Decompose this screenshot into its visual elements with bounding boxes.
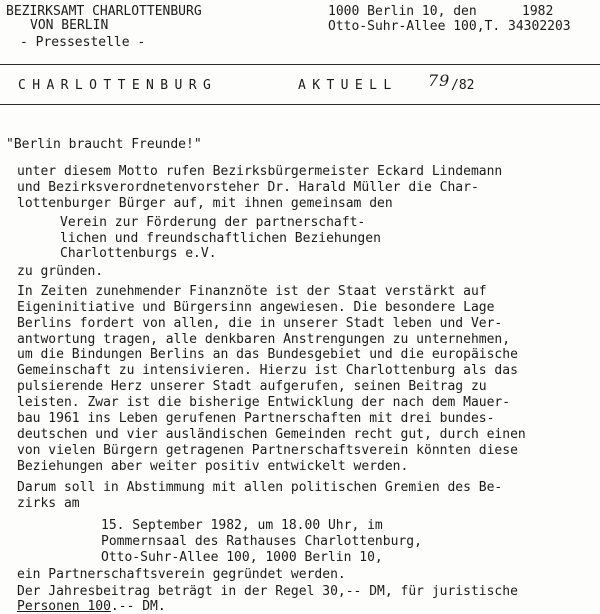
press-heading: "Berlin braucht Freunde!" xyxy=(6,137,202,152)
intro-line-3: lottenburger Bürger auf, mit ihnen gemeinsam den xyxy=(17,196,393,211)
event-line-3: Otto-Suhr-Allee 100, 1000 Berlin 10, xyxy=(101,550,383,565)
paragraph-line-1: In Zeiten zunehmender Finanznöte ist der Staat verstärkt auf xyxy=(17,284,487,299)
paragraph-line-7: pulsierende Herz unserer Stadt aufgerufen, seinen Beitrag zu xyxy=(17,379,487,394)
issue-number-handwritten: 79 xyxy=(428,71,451,90)
paragraph-line-4: antwortung tragen, alle denkbaren Anstrengungen zu unternehmen, xyxy=(17,332,511,347)
paragraph-line-12: Beziehungen aber weiter positiv entwickelt werden. xyxy=(17,459,409,474)
banner-top-rule xyxy=(0,64,600,65)
banner-bottom-rule xyxy=(0,104,600,105)
event-line-1: 15. September 1982, um 18.00 Uhr, im xyxy=(101,518,383,533)
fee-line-2 xyxy=(17,599,166,614)
paragraph-line-2: Eigeninitiative und Bürgersinn angewiesen. Die besondere Lage xyxy=(17,300,495,315)
press-office: - Pressestelle - xyxy=(20,35,146,50)
paragraph-line-3: Berlins fordert von allen, die in unserer Stadt leben und Ver- xyxy=(17,316,503,331)
association-line-2: lichen und freundschaftlichen Beziehungen xyxy=(60,231,381,246)
paragraph-line-6: Gemeinschaft zu intensivieren. Hierzu ist Charlottenburg als das xyxy=(17,363,518,378)
address-street-line: Otto-Suhr-Allee 100,T. 34302203 xyxy=(328,19,571,34)
paragraph-line-5: um die Bindungen Berlins an das Bundesgebiet und die europäische xyxy=(17,347,518,362)
fee-line-1: Der Jahresbeitrag beträgt in der Regel 30,-- DM, für juristische xyxy=(17,584,518,599)
paragraph-line-8: leisten. Zwar ist die bisherige Entwicklung der nach dem Mauer- xyxy=(17,395,511,410)
intro-line-1: unter diesem Motto rufen Bezirksbürgermeister Eckard Lindemann xyxy=(17,164,503,179)
fee-legal-persons-currency: .-- DM. xyxy=(110,599,166,614)
association-line-1: Verein zur Förderung der partnerschaft- xyxy=(60,215,366,230)
issue-year: /82 xyxy=(451,78,475,93)
darum-line-2: zirks am xyxy=(17,496,80,511)
zu-gruenden: zu gründen. xyxy=(17,264,104,279)
address-date-line: 1000 Berlin 10, den xyxy=(328,4,477,19)
intro-line-2: und Bezirksverordnetenvorsteher Dr. Harald Müller die Char- xyxy=(17,180,479,195)
office-name: BEZIRKSAMT CHARLOTTENBURG xyxy=(6,4,202,19)
office-city: VON BERLIN xyxy=(30,18,109,33)
paragraph-line-11: von vielen Bürgern getragenen Partnerschaftsverein könnten diese xyxy=(17,443,518,458)
founding-sentence: ein Partnerschaftsverein gegründet werden. xyxy=(17,567,346,582)
banner-subtitle: AKTUELL xyxy=(298,78,398,93)
fee-legal-persons-amount: Personen 100 xyxy=(17,599,111,614)
paragraph-line-10: deutschen und vier ausländischen Gemeinden recht gut, durch einen xyxy=(17,427,526,442)
banner-title: CHARLOTTENBURG xyxy=(18,78,218,93)
event-line-2: Pommernsaal des Rathauses Charlottenburg, xyxy=(101,534,422,549)
year: 1982 xyxy=(522,4,554,19)
paragraph-line-9: bau 1961 ins Leben gerufenen Partnerschaften mit drei bundes- xyxy=(17,411,495,426)
association-line-3: Charlottenburgs e.V. xyxy=(60,246,217,261)
darum-line-1: Darum soll in Abstimmung mit allen politischen Gremien des Be- xyxy=(17,480,503,495)
